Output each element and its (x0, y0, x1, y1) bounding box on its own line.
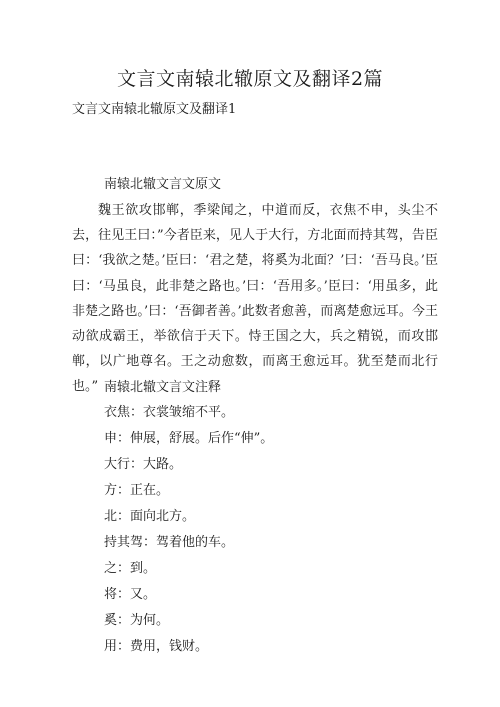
page-title: 文言文南辕北辙原文及翻译2篇 (116, 68, 384, 90)
note-item: 奚：为何。 (104, 613, 170, 628)
note-item: 方：正在。 (104, 483, 170, 498)
note-item: 大行：大路。 (104, 457, 183, 472)
note-item: 将：又。 (104, 587, 157, 602)
notes-heading: 南辕北辙文言文注释 (104, 380, 222, 395)
original-heading: 南辕北辙文言文原文 (104, 177, 222, 192)
note-item: 申：伸展，舒展。后作“伸”。 (104, 431, 274, 446)
note-item: 持其驾：驾着他的车。 (104, 535, 235, 550)
note-item: 北：面向北方。 (104, 509, 196, 524)
note-item: 衣焦：衣裳皱缩不平。 (104, 405, 235, 420)
note-item: 用：费用，钱财。 (104, 639, 209, 654)
note-item: 之：到。 (104, 561, 157, 576)
notes-list (104, 400, 273, 660)
subtitle: 文言文南辕北辙原文及翻译1 (72, 102, 237, 117)
original-text: 魏王欲攻邯郸，季梁闻之，中道而反，衣焦不申，头尘不去，往见王曰：”今者臣来，见人于大行，方北面而持其驾，告臣曰：‘我欲之楚。’臣曰：‘君之楚，将奚为北面？’曰：‘吾马良。’臣曰：‘马虽良，此非楚之路也。’曰：‘吾用多。’臣曰：‘用虽多，此非楚之路也。’曰：‘吾御者善。’此数者愈善，而离楚愈远耳。今王动欲成霸王，举欲信于天下。恃王国之大，兵之精锐，而攻邯郸，以广地尊名。王之动愈数，而离王愈远耳。犹至楚而北行也。” (72, 203, 438, 395)
